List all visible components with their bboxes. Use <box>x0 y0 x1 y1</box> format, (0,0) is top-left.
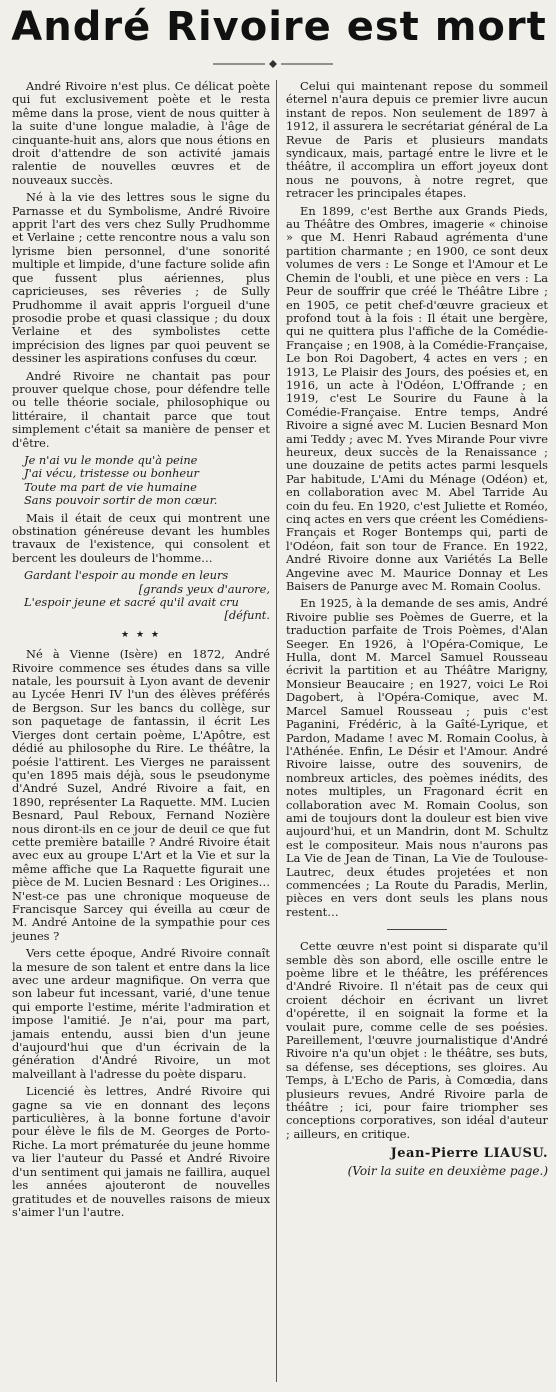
verse-line: Je n'ai vu le monde qu'à peine <box>24 452 198 467</box>
verse-line: [grands yeux d'aurore, <box>138 581 270 596</box>
article-paragraph: En 1925, à la demande de ses amis, André Rivoire publie ses Poèmes de Guerre, et la traduction parfaite de Trois Poèmes, d'Alan Seeger. En 1926, à l'Opéra-Comique, Le Hulla, dont M. Marcel Samuel Rousseau écrivit la partition et au Théâtre Marigny, Monsieur Beaucaire ; en 1927, voici Le Roi Dagobert, à l'Opéra-Comique, avec M. Marcel Samuel Rousseau ; puis c'est Paganini, Frédéric, à la Gaîté-Lyrique, et Pardon, Madame ! avec M. Romain Coolus, à l'Athénée. Enfin, Le Désir et l'Amour. André Rivoire laisse, outre des souvenirs, de nombreux articles, des poèmes inédits, des notes multiples, un Fragonard écrit en collaboration avec M. Romain Coolus, son ami de toujours dont la douleur est bien vive aujourd'hui, et un Mandrin, dont M. Schultz est le compositeur. Mais nous n'aurons pas La Vie de Jean de Tinan, La Vie de Toulouse-Lautrec, deux études projetées et non commencées ; La Route du Paradis, Merlin, pièces en vers dont seuls les plans nous restent… <box>286 596 548 919</box>
poem-quote <box>24 454 270 508</box>
article-paragraph: Né à la vie des lettres sous le signe du Parnasse et du Symbolisme, André Rivoire apprit l'art des vers chez Sully Prudhomme et Verlaine ; cette rencontre nous a valu son lyrisme bien personnel, d'une sonorité multiple et limpide, d'une facture solide afin que fussent plus aériennes, plus capricieuses, ses rêveries ; de Sully Prudhomme il avait appris l'orgueil d'une prosodie probe et quasi classique ; du doux Verlaine et des symbolistes cette imprécision des lignes par quoi peuvent se dessiner les aspirations confuses du cœur. <box>12 190 270 366</box>
poem-quote <box>24 569 270 623</box>
article-paragraph: Mais il était de ceux qui montrent une obstination généreuse devant les humbles travaux de l'existence, qui consolent et bercent les douleurs de l'homme… <box>12 510 270 565</box>
ornament-divider <box>213 59 333 69</box>
article-paragraph: Né à Vienne (Isère) en 1872, André Rivoire commence ses études dans sa ville natale, les poursuit à Lyon avant de devenir au Lycée Henri IV l'un des élèves préférés de Bergson. Sur les bancs du collège, sur son paquetage de fantassin, il écrit Les Vierges dont certain poème, L'Apôtre, est dédié au philosophe du Rire. Le théâtre, la poésie l'attirent. Les Vierges ne paraissent qu'en 1895 mais déjà, sous le pseudonyme d'André Suzel, André Rivoire a fait, en 1890, représenter La Raquette. MM. Lucien Besnard, Paul Reboux, Fernand Nozière nous diront-ils en ce jour de deuil ce que fut cette première bataille ? André Rivoire était avec eux au groupe L'Art et la Vie et sur la même affiche que La Raquette figurait une pièce de M. Lucien Besnard : Les Origines… N'est-ce pas une chronique moqueuse de Francisque Sarcey qui éveilla au cœur de M. André Antoine de la sympathie pour ces jeunes ? <box>12 647 270 943</box>
article-paragraph: Vers cette époque, André Rivoire connaît la mesure de son talent et entre dans la lice avec une ardeur magnifique. On verra que son labeur fut incessant, varié, d'une tenue qui emporte l'estime, mérite l'admiration et impose l'amitié. Je n'ai, pour ma part, jamais entendu, aussi bien d'un jeune d'aujourd'hui que d'un écrivain de la génération d'André Rivoire, un mot malveillant à l'adresse du poète disparu. <box>12 946 270 1081</box>
verse-line: Gardant l'espoir au monde en leurs <box>24 568 229 583</box>
verse-line: [défunt. <box>224 608 270 623</box>
verse-line: L'espoir jeune et sacré qu'il avait cru <box>24 595 239 610</box>
verse-line: Toute ma part de vie humaine <box>24 479 197 494</box>
article-paragraph: André Rivoire ne chantait pas pour prouver quelque chose, pour défendre telle ou telle théorie sociale, philosophique ou littéraire, il chantait parce que tout simplement c'était sa manière de penser et d'être. <box>12 368 270 450</box>
author-signature: Jean-Pierre LIAUSU. <box>390 1146 548 1162</box>
article-paragraph: En 1899, c'est Berthe aux Grands Pieds, au Théâtre des Ombres, imagerie « chinoise » que M. Henri Rabaud agrémenta d'une partition charmante ; en 1900, ce sont deux volumes de vers : Le Songe et l'Amour et Le Chemin de l'oubli, et une pièce en vers : La Peur de souffrir que créé le Théâtre Libre ; en 1905, ce petit chef-d'œuvre gracieux et profond tout à la fois : Il était une bergère, qui ne quittera plus l'affiche de la Comédie-Française ; en 1908, à la Comédie-Française, Le bon Roi Dagobert, 4 actes en vers ; en 1913, Le Plaisir des Jours, des poésies et, en 1916, un acte à l'Odéon, L'Offrande ; en 1919, c'est Le Sourire du Faune à la Comédie-Française. Entre temps, André Rivoire a signé avec M. Lucien Besnard Mon ami Teddy ; avec M. Yves Mirande Pour vivre heureux, deux succès de la Renaissance ; une douzaine de petits actes parmi lesquels Par habitude, L'Ami du Ménage (Odéon) et, en collaboration avec M. Abel Tarride Au coin du feu. En 1920, c'est Juliette et Roméo, cinq actes en vers que créent les Comédiens-Français et Roger Bontemps qui, parti de l'Odéon, fait son tour de France. En 1922, André Rivoire donne aux Variétés La Belle Angevine avec M. Maurice Donnay et Les Baisers de Panurge avec M. Romain Coolus. <box>286 203 548 594</box>
verse-line: J'ai vécu, tristesse ou bonheur <box>24 466 199 481</box>
article-paragraph: Licencié ès lettres, André Rivoire qui gagne sa vie en donnant des leçons particulières, à la bonne fortune d'avoir pour élève le fils de M. Georges de Porto-Riche. La mort prématurée du jeune homme va lier l'auteur du Passé et André Rivoire d'un sentiment qui jamais ne faillira, auquel les années ajouteront de nouvelles gratitudes et de nouvelles raisons de mieux s'aimer l'un l'autre. <box>12 1084 270 1219</box>
article-paragraph: Celui qui maintenant repose du sommeil éternel n'aura depuis ce premier livre aucun instant de repos. Non seulement de 1897 à 1912, il assurera le secrétariat général de La Revue de Paris et plusieurs mandats syndicaux, mais, partagé entre le livre et le théâtre, il accomplira un effort joyeux dont nous ne pouvons, à notre regret, que retracer les principales étapes. <box>286 79 548 201</box>
verse-line: Sans pouvoir sortir de mon cœur. <box>24 493 218 508</box>
headline: André Rivoire est mort <box>11 4 547 50</box>
continued-note: (Voir la suite en deuxième page.) <box>347 1163 548 1178</box>
right-column <box>286 80 548 1178</box>
left-column <box>12 80 270 1223</box>
section-divider <box>387 929 447 930</box>
section-stars: ★ ★ ★ <box>121 629 161 640</box>
article-paragraph: André Rivoire n'est plus. Ce délicat poète qui fut exclusivement poète et le resta même dans la prose, vient de nous quitter à la suite d'une longue maladie, à l'âge de cinquante-huit ans, alors que nous étions en droit d'attendre de son activité jamais ralentie de nouvelles œuvres et de nouveaux succès. <box>12 79 270 187</box>
article-paragraph: Cette œuvre n'est point si disparate qu'il semble dès son abord, elle oscille entre le poème libre et le théâtre, les préférences d'André Rivoire. Il n'était pas de ceux qui croient déchoir en écrivant un livret d'opérette, il en soignait la forme et la voulait pure, comme celle de ses poésies. Pareillement, l'œuvre journalistique d'André Rivoire n'a qu'un objet : le théâtre, ses buts, sa défense, ses déceptions, ses gloires. Au Temps, à L'Echo de Paris, à Comœdia, dans plusieurs revues, André Rivoire parla de théâtre ; ici, pour faire triompher ses conceptions corporatives, son idéal d'auteur ; ailleurs, en critique. <box>286 939 548 1141</box>
column-rule <box>276 80 277 1382</box>
